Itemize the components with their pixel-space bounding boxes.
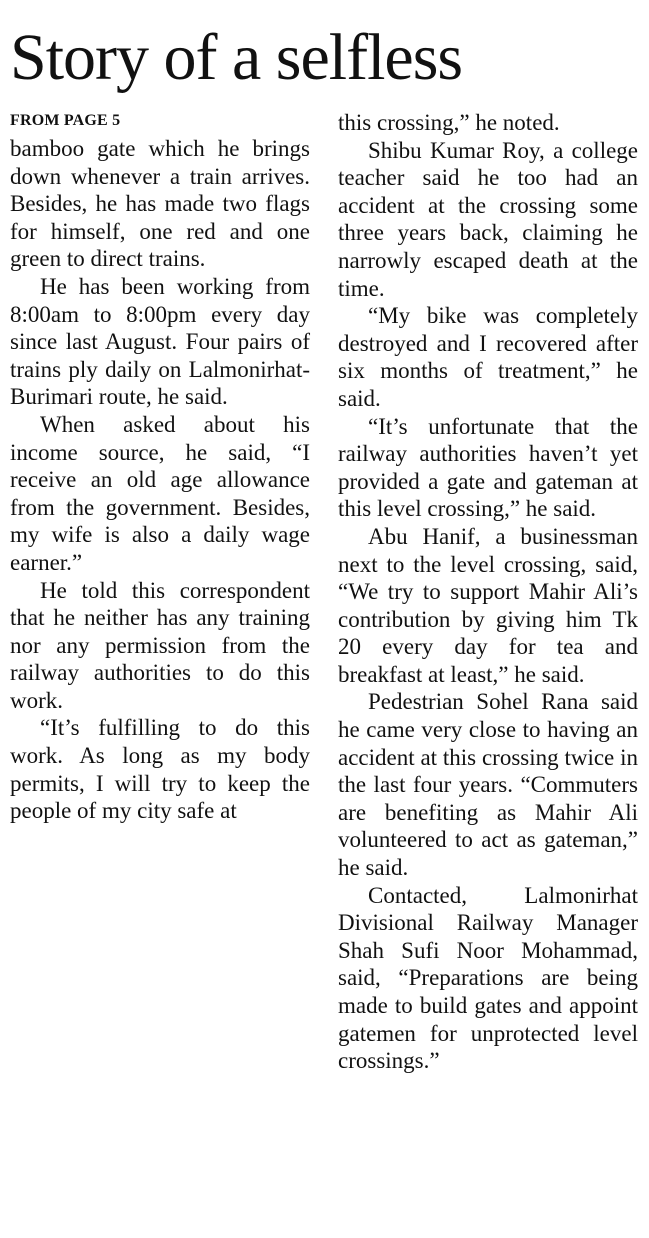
paragraph: this crossing,” he noted. — [338, 110, 560, 135]
paragraph: “It’s fulfilling to do this work. As long as my body permits, I will try to keep the people of my city safe at — [10, 715, 310, 824]
paragraph: “My bike was completely destroyed and I recovered after six months of treatment,” he said. — [338, 303, 638, 411]
article-column-right — [338, 109, 638, 1075]
paragraph: Abu Hanif, a businessman next to the level crossing, said, “We try to support Mahir Ali’s contribution by giving him Tk 20 every day for tea and breakfast at least,” he said. — [338, 523, 638, 687]
paragraph: He told this correspondent that he neither has any training nor any permission from the railway authorities to do this work. — [10, 577, 310, 713]
paragraph: Shibu Kumar Roy, a college teacher said he too had an accident at the crossing some three years back, claiming he narrowly escaped death at the time. — [338, 137, 638, 301]
paragraph: Contacted, Lalmonirhat Divisional Railway Manager Shah Sufi Noor Mohammad, said, “Preparations are being made to build gates and appoint gatemen for unprotected level crossings.” — [338, 882, 638, 1074]
paragraph: “It’s unfortunate that the railway authorities haven’t yet provided a gate and gateman at this level crossing,” he said. — [338, 413, 638, 522]
paragraph: He has been working from 8:00am to 8:00pm every day since last August. Four pairs of trains ply daily on Lalmonirhat-Burimari route, he said. — [10, 273, 310, 410]
headline: Story of a selfless — [10, 21, 463, 94]
paragraph: When asked about his income source, he said, “I receive an old age allowance from the government. Besides, my wife is also a daily wage earner.” — [10, 411, 310, 575]
paragraph: bamboo gate which he brings down whenever a train arrives. Besides, he has made two flags for himself, one red and one green to direct trains. — [10, 136, 310, 272]
continued-from-label: FROM PAGE 5 — [10, 112, 121, 129]
paragraph: Pedestrian Sohel Rana said he came very close to having an accident at this crossing twice in the last four years. “Commuters are benefiting as Mahir Ali volunteered to act as gateman,” he said. — [338, 689, 638, 881]
article-column-left — [10, 135, 310, 825]
